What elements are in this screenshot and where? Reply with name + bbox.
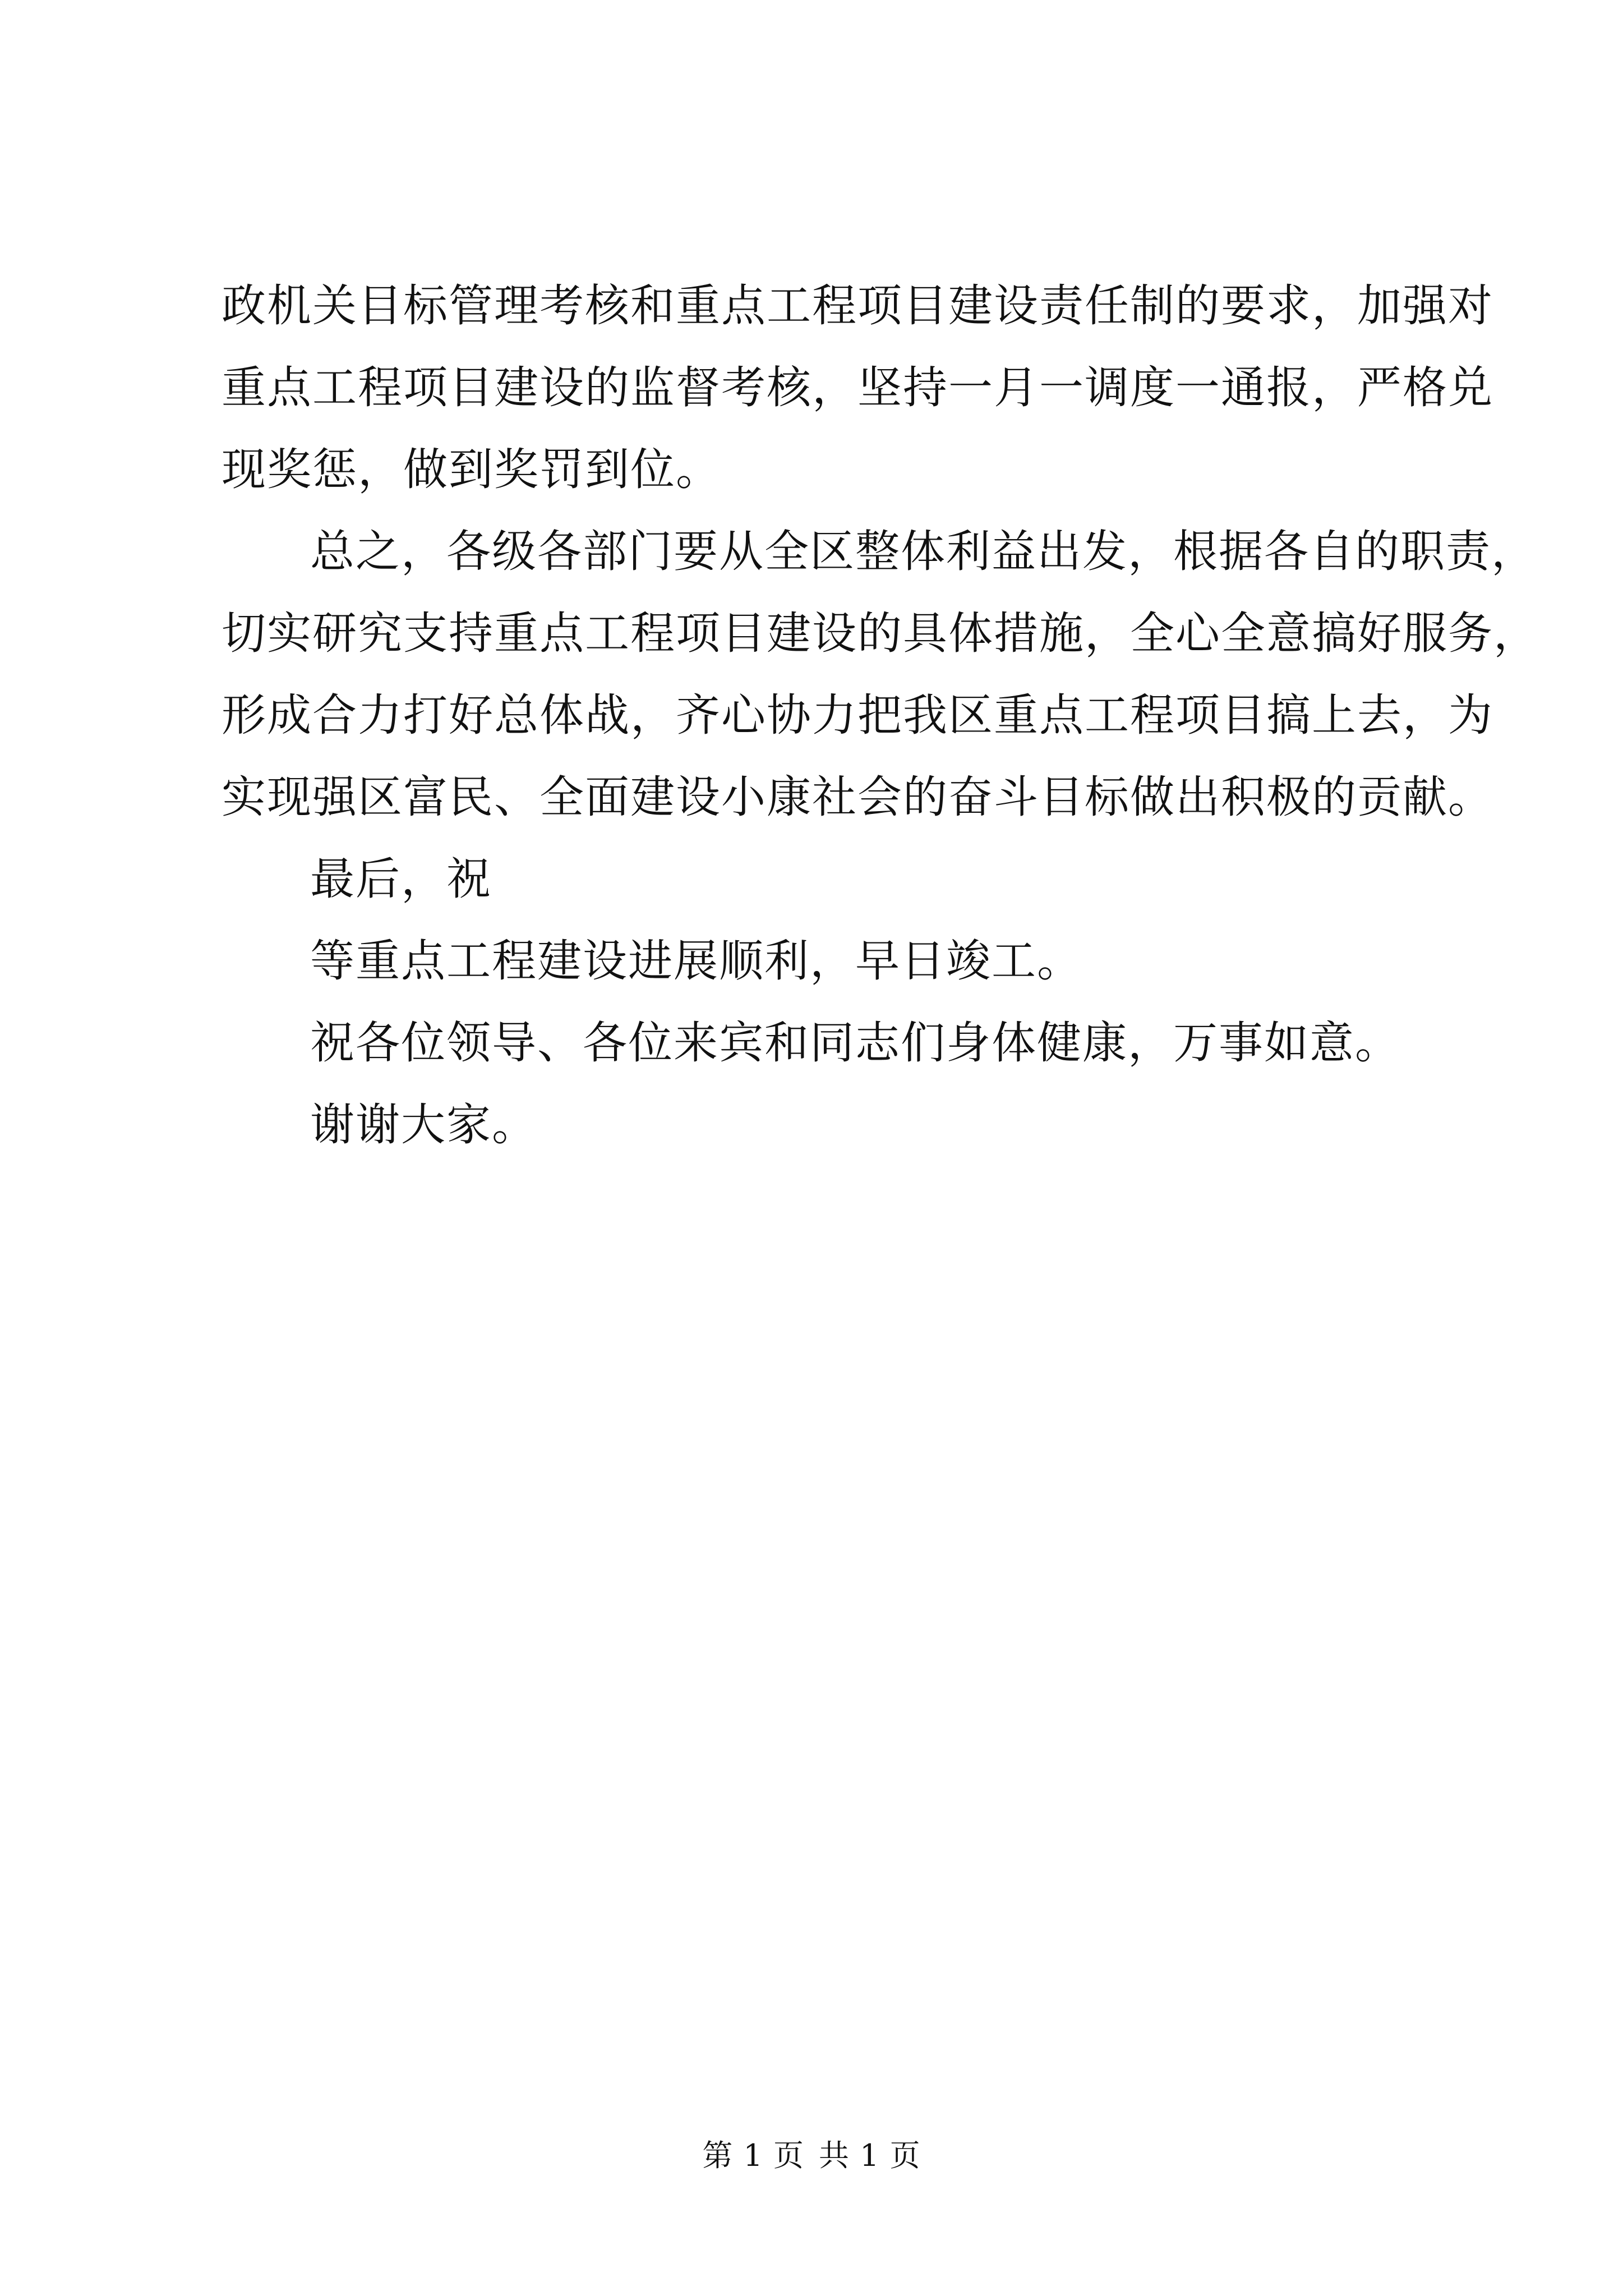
text-line: 切实研究支持重点工程项目建设的具体措施，全心全意搞好服务， [222, 608, 1539, 659]
paragraph [222, 1084, 1427, 1166]
paragraph [222, 510, 1539, 838]
page-number: 第 1 页 [702, 2138, 804, 2173]
text-line: 祝各位领导、各位来宾和同志们身体健康，万事如意。 [310, 1017, 1400, 1069]
text-line: 最后，祝 [310, 853, 492, 905]
paragraph [222, 838, 1427, 920]
text-line: 谢谢大家。 [310, 1099, 537, 1151]
text-line: 重点工程项目建设的监督考核，坚持一月一调度一通报，严格兑 [222, 362, 1493, 413]
text-line: 等重点工程建设进展顺利，早日竣工。 [310, 935, 1082, 987]
text-line: 形成合力打好总体战，齐心协力把我区重点工程项目搞上去，为 [222, 689, 1493, 741]
page-footer [0, 2136, 1623, 2175]
text-line: 政机关目标管理考核和重点工程项目建设责任制的要求，加强对 [222, 280, 1493, 332]
text-line: 实现强区富民、全面建设小康社会的奋斗目标做出积极的贡献。 [222, 771, 1493, 823]
text-line: 现奖惩，做到奖罚到位。 [222, 444, 721, 495]
paragraph [222, 265, 1493, 510]
paragraph [222, 1002, 1427, 1084]
text-line: 总之，各级各部门要从全区整体利益出发，根据各自的职责， [310, 526, 1537, 577]
paragraph [222, 920, 1427, 1002]
body-text [222, 265, 1539, 1166]
page-total: 共 1 页 [819, 2138, 921, 2173]
